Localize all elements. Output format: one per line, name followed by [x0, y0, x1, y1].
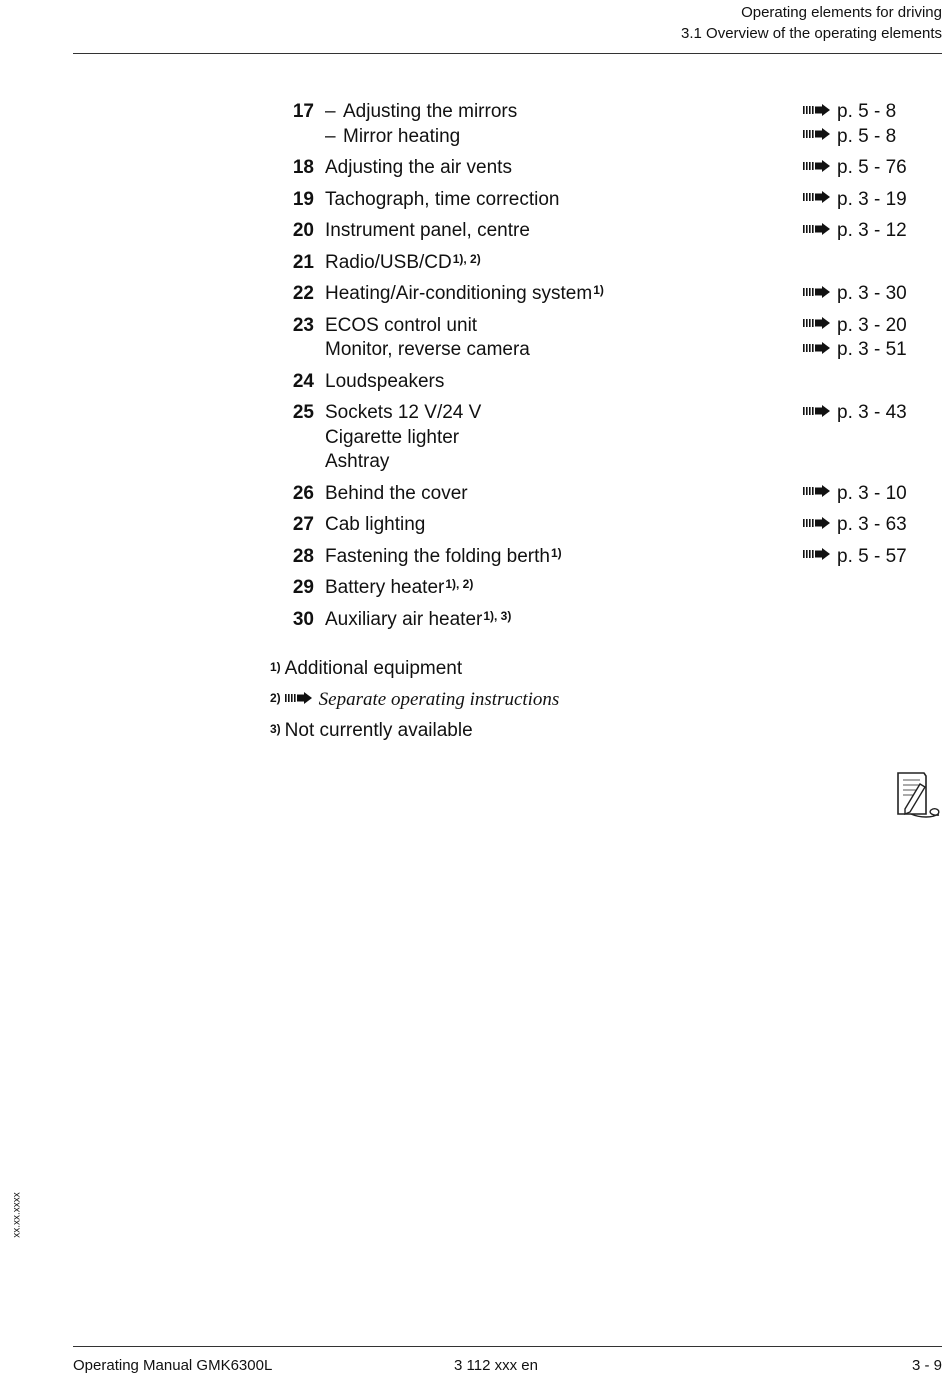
list-item	[270, 545, 915, 570]
item-number: 23	[292, 314, 314, 336]
reference-arrow-icon	[803, 104, 831, 116]
list-item-line	[270, 100, 915, 125]
item-text	[325, 545, 562, 570]
item-label: Adjusting the mirrors	[343, 101, 518, 122]
list-item-line	[270, 450, 915, 475]
footnote-ref: 1), 2)	[452, 251, 481, 266]
page-reference	[803, 188, 907, 213]
list-item-line	[270, 188, 915, 213]
item-number: 26	[292, 482, 314, 504]
page-reference	[803, 314, 907, 339]
list-item-line	[270, 370, 915, 395]
item-text	[325, 251, 481, 276]
item-number: 20	[292, 220, 314, 241]
item-label: Mirror heating	[343, 125, 461, 147]
page-reference-text: p. 5 - 8	[837, 125, 897, 147]
reference-arrow-icon	[803, 517, 831, 529]
list-item-line	[270, 156, 915, 181]
page-reference	[803, 401, 907, 426]
item-text	[325, 125, 460, 150]
footnote	[270, 655, 559, 686]
footer-page-number: 3 - 9	[911, 1357, 942, 1374]
page-reference-text: p. 5 - 76	[837, 157, 907, 178]
item-text	[325, 314, 477, 339]
item-text	[325, 401, 481, 426]
list-item	[270, 513, 915, 538]
reference-arrow-icon	[803, 223, 831, 235]
item-label: Monitor, reverse camera	[325, 339, 530, 360]
reference-arrow-icon	[803, 485, 831, 497]
list-item	[270, 608, 915, 633]
item-text	[325, 282, 604, 307]
list-item-line	[270, 219, 915, 244]
list-item-line	[270, 338, 915, 363]
item-text	[325, 513, 425, 538]
list-item-line	[270, 608, 915, 633]
item-number: 27	[292, 514, 314, 535]
item-label: Tachograph, time correction	[325, 188, 560, 210]
footnote-ref: 1), 2)	[445, 577, 474, 591]
reference-arrow-icon	[803, 317, 831, 329]
footnote-ref: 1)	[551, 545, 562, 560]
footnote	[270, 686, 559, 717]
operating-elements-list	[270, 100, 915, 639]
list-item	[270, 156, 915, 181]
footer-divider	[73, 1346, 942, 1347]
reference-arrow-icon	[803, 191, 831, 203]
item-label: Adjusting the air vents	[325, 157, 512, 178]
footnote-mark: 2)	[270, 691, 281, 705]
page-reference	[803, 545, 907, 570]
item-text	[325, 219, 530, 244]
list-item-line	[270, 576, 915, 601]
reference-arrow-icon	[285, 692, 313, 704]
page-header	[681, 2, 942, 44]
reference-arrow-icon	[803, 160, 831, 172]
list-item	[270, 219, 915, 244]
item-label: Radio/USB/CD	[325, 251, 452, 273]
item-text	[325, 482, 468, 507]
page-reference	[803, 282, 907, 307]
chapter-title: Operating elements for driving	[741, 4, 942, 21]
reference-arrow-icon	[803, 286, 831, 298]
page-reference	[803, 156, 907, 181]
section-title: 3.1 Overview of the operating elements	[681, 25, 942, 42]
item-text	[325, 450, 389, 475]
item-label: Battery heater	[325, 577, 445, 598]
page-reference-text: p. 3 - 19	[837, 188, 907, 210]
list-item	[270, 100, 915, 149]
reference-arrow-icon	[803, 405, 831, 417]
list-item	[270, 314, 915, 363]
footnote-ref: 1)	[593, 283, 604, 297]
footnote-ref: 1), 3)	[483, 608, 512, 623]
list-item	[270, 370, 915, 395]
page-reference-text: p. 3 - 30	[837, 283, 907, 304]
list-item	[270, 401, 915, 475]
page-reference-text: p. 5 - 57	[837, 545, 907, 567]
footnote-text: Separate operating instructions	[318, 689, 560, 710]
footnote	[270, 717, 559, 748]
list-item	[270, 251, 915, 276]
list-item-line	[270, 401, 915, 426]
item-dash: –	[325, 101, 336, 122]
item-text	[325, 370, 444, 395]
list-item-line	[270, 426, 915, 451]
page-reference	[803, 125, 896, 150]
item-number: 21	[292, 251, 314, 273]
item-text	[325, 576, 473, 601]
document-code	[10, 1185, 24, 1245]
item-label: Auxiliary air heater	[325, 608, 483, 630]
page-reference	[803, 100, 896, 125]
list-item-line	[270, 513, 915, 538]
list-item-line	[270, 545, 915, 570]
item-number: 19	[292, 188, 314, 210]
page-reference	[803, 338, 907, 363]
page-reference-text: p. 3 - 51	[837, 339, 907, 360]
item-label: Sockets 12 V/24 V	[325, 402, 482, 423]
item-label: Ashtray	[325, 451, 390, 472]
list-item-line	[270, 282, 915, 307]
item-label: Fastening the folding berth	[325, 545, 550, 567]
item-label: ECOS control unit	[325, 314, 478, 336]
item-number: 17	[292, 101, 314, 122]
item-number: 30	[292, 608, 314, 630]
footer-manual: Operating Manual GMK6300L	[73, 1357, 273, 1374]
list-item	[270, 576, 915, 601]
list-item-line	[270, 482, 915, 507]
page-reference-text: p. 3 - 63	[837, 514, 907, 535]
page-reference-text: p. 3 - 43	[837, 402, 907, 423]
page-reference-text: p. 5 - 8	[837, 101, 897, 122]
document-code-text: xx.xx.xxxx	[11, 1192, 23, 1238]
list-item-line	[270, 251, 915, 276]
item-number: 18	[292, 157, 314, 178]
item-number: 22	[292, 283, 314, 304]
reference-arrow-icon	[803, 548, 831, 560]
item-label: Loudspeakers	[325, 370, 445, 392]
header-divider	[73, 53, 942, 54]
footnote-mark: 3)	[270, 722, 281, 736]
item-number: 24	[292, 370, 314, 392]
item-number: 29	[292, 577, 314, 598]
footnote-text: Additional equipment	[284, 658, 463, 679]
footer-doc-number: 3 112 xxx en	[454, 1357, 538, 1374]
item-number: 28	[292, 545, 314, 567]
list-item-line	[270, 125, 915, 150]
notepad-pen-icon	[895, 770, 941, 820]
footnote-mark: 1)	[270, 660, 281, 674]
page-reference	[803, 513, 907, 538]
reference-arrow-icon	[803, 128, 831, 140]
item-label: Cigarette lighter	[325, 426, 460, 448]
item-label: Behind the cover	[325, 482, 468, 504]
list-item	[270, 282, 915, 307]
item-text	[325, 100, 517, 125]
item-label: Heating/Air-conditioning system	[325, 283, 593, 304]
item-label: Cab lighting	[325, 514, 426, 535]
item-text	[325, 156, 512, 181]
list-item-line	[270, 314, 915, 339]
page-reference	[803, 219, 907, 244]
page-reference	[803, 482, 907, 507]
page-reference-text: p. 3 - 10	[837, 482, 907, 504]
item-text	[325, 188, 559, 213]
reference-arrow-icon	[803, 342, 831, 354]
page-reference-text: p. 3 - 20	[837, 314, 907, 336]
item-label: Instrument panel, centre	[325, 220, 530, 241]
item-text	[325, 608, 511, 633]
footnotes	[270, 655, 559, 748]
footnote-text: Not currently available	[284, 720, 473, 741]
list-item	[270, 188, 915, 213]
item-dash: –	[325, 125, 336, 147]
page-reference-text: p. 3 - 12	[837, 220, 907, 241]
item-number: 25	[292, 402, 314, 423]
item-text	[325, 426, 459, 451]
list-item	[270, 482, 915, 507]
item-text	[325, 338, 530, 363]
